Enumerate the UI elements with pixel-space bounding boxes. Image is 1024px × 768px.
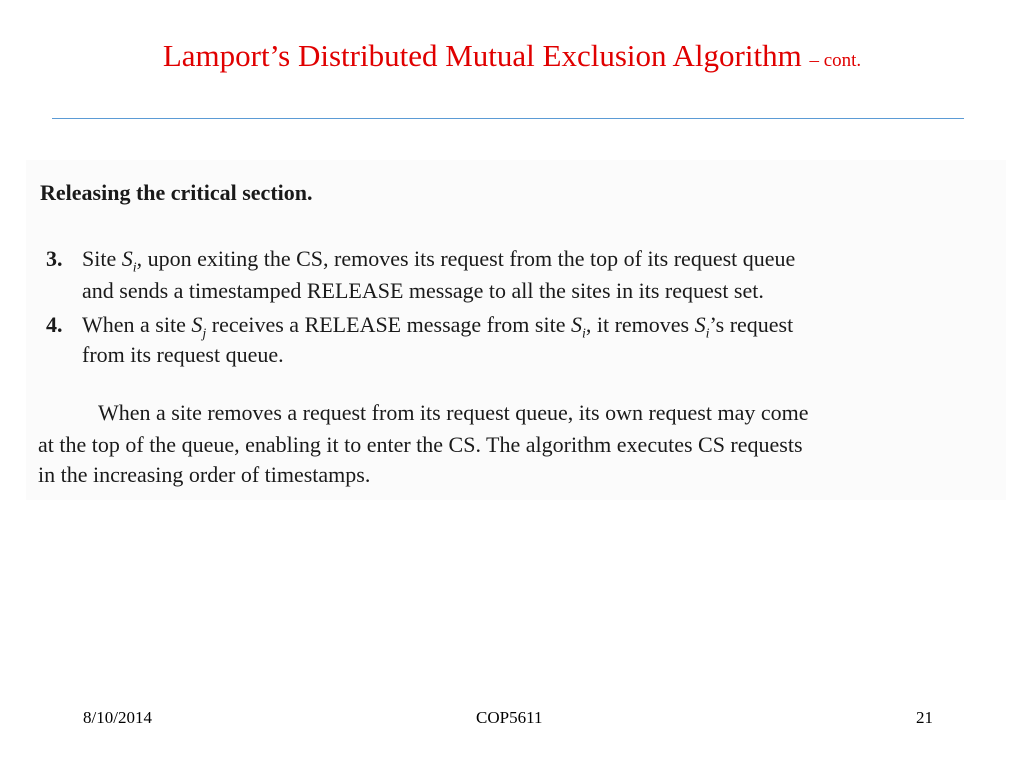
footer-page-number: 21 [916, 708, 933, 727]
item-3-line-2: and sends a timestamped RELEASE message to all the sites in its request set. [82, 278, 764, 303]
site-symbol: $S_i$ [570, 312, 586, 342]
footer-date: 8/10/2014 [83, 708, 152, 727]
site-symbol: $S_j$ [191, 312, 207, 342]
slide-title-main: Lamport’s Distributed Mutual Exclusion Algorithm [162, 38, 802, 73]
paragraph-line-2: at the top of the queue, enabling it to enter the CS. The algorithm executes CS requests [38, 432, 803, 457]
slide-title [0, 38, 1024, 74]
paragraph-line-1: When a site removes a request from its request queue, its own request may come [98, 400, 809, 425]
slide-title-suffix: – cont. [809, 50, 862, 71]
item-4-number: 4. [46, 312, 63, 337]
title-divider [52, 118, 964, 119]
item-4-line-2: from its request queue. [82, 342, 284, 367]
item-4-line-1: 4. When a site $S_j$ receives a RELEASE message from site $S_i$, it removes $S_i’s$ request [46, 312, 794, 342]
item-3-line-1: 3. Site $S_i$, upon exiting the CS, removes its request from the top of its request queue [46, 246, 796, 276]
paragraph-line-3: in the increasing order of timestamps. [38, 462, 371, 487]
item-3-number: 3. [46, 246, 63, 271]
footer-course: COP5611 [476, 708, 543, 727]
scanned-excerpt [26, 160, 1006, 500]
section-heading: Releasing the critical section. [40, 180, 313, 205]
site-symbol: $S_i$ [694, 312, 710, 342]
site-symbol: $S_i$ [121, 246, 137, 276]
